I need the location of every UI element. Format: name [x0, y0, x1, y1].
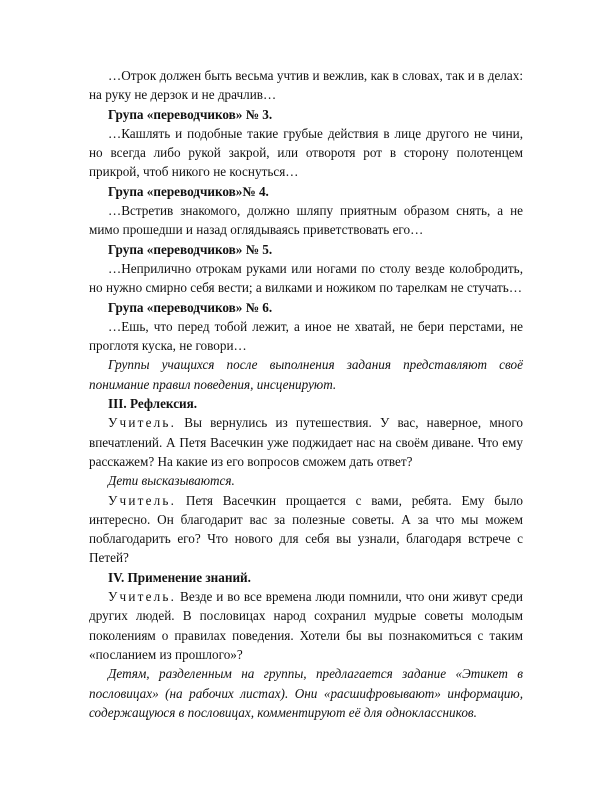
group-heading-3: Група «переводчиков» № 3.	[108, 106, 273, 122]
paragraph-teacher-return	[89, 413, 523, 471]
paragraph-rule-hat: …Встретив знакомого, должно шляпу приятным образом снять, а не мимо прошедши и назад оглядываясь приветствовать его…	[89, 203, 523, 238]
document-page	[89, 66, 523, 722]
paragraph-groups-present: Группы учащихся после выполнения задания представляют своё понимание правил поведения, инсценируют.	[89, 357, 523, 392]
group-heading-5: Група «переводчиков» № 5.	[108, 241, 273, 257]
paragraph-rule-eating: …Ешь, что перед тобой лежит, а иное не хватай, не бери перстами, не проглотя куска, не говори…	[89, 318, 523, 354]
section-heading-application: IV. Применение знаний.	[108, 569, 251, 585]
paragraph-children-speak: Дети высказываются.	[108, 473, 235, 489]
teacher-speech-text: Везде и во все времена люди помнили, что они живут среди других людей. В пословицах народ сохранил мудрые советы молодым поколениям о правилах поведения. Хотели бы вы познакомиться с таким «посланием из прошлого»?	[89, 589, 523, 662]
teacher-label: Учитель.	[108, 492, 177, 508]
paragraph-proverbs-task: Детям, разделенным на группы, предлагается задание «Этикет в пословицах» (на рабочих листах). Они «расшифровывают» информацию, содержащуюся в пословицах, комментируют её для одноклассников.	[89, 666, 523, 720]
section-heading-reflection: III. Рефлексия.	[108, 396, 198, 412]
teacher-label: Учитель.	[108, 415, 177, 431]
paragraph-rule-table: …Неприлично отрокам руками или ногами по столу везде колобродить, но нужно смирно себя вести; а вилками и ножиком по тарелкам не стучать…	[89, 260, 523, 296]
teacher-label: Учитель.	[108, 589, 177, 605]
teacher-speech-text: Вы вернулись из путешествия. У вас, наверное, много впечатлений. А Петя Васечкин уже поджидает нас на своём диване. Что ему расскажем? На какие из его вопросов сможем дать ответ?	[89, 415, 523, 469]
paragraph-teacher-proverbs	[89, 587, 523, 664]
group-heading-6: Група «переводчиков» № 6.	[108, 299, 273, 315]
teacher-speech-text: Петя Васечкин прощается с вами, ребята. Ему было интересно. Он благодарит вас за полезные советы. А за что мы можем поблагодарить его? Что нового для себя вы узнали, благодаря встрече с Петей?	[89, 492, 523, 566]
paragraph-teacher-farewell	[89, 491, 523, 568]
paragraph-rule-cough: …Кашлять и подобные такие грубые действия в лице другого не чини, но всегда либо рукой закрой, или отворотя рот в сторону полотенцем прикрой, чтоб никого не коснуться…	[89, 125, 523, 180]
group-heading-4: Група «переводчиков»№ 4.	[108, 183, 269, 199]
paragraph-rule-polite: …Отрок должен быть весьма учтив и вежлив, как в словах, так и в делах: на руку не дерзок и не драчлив…	[89, 68, 523, 103]
